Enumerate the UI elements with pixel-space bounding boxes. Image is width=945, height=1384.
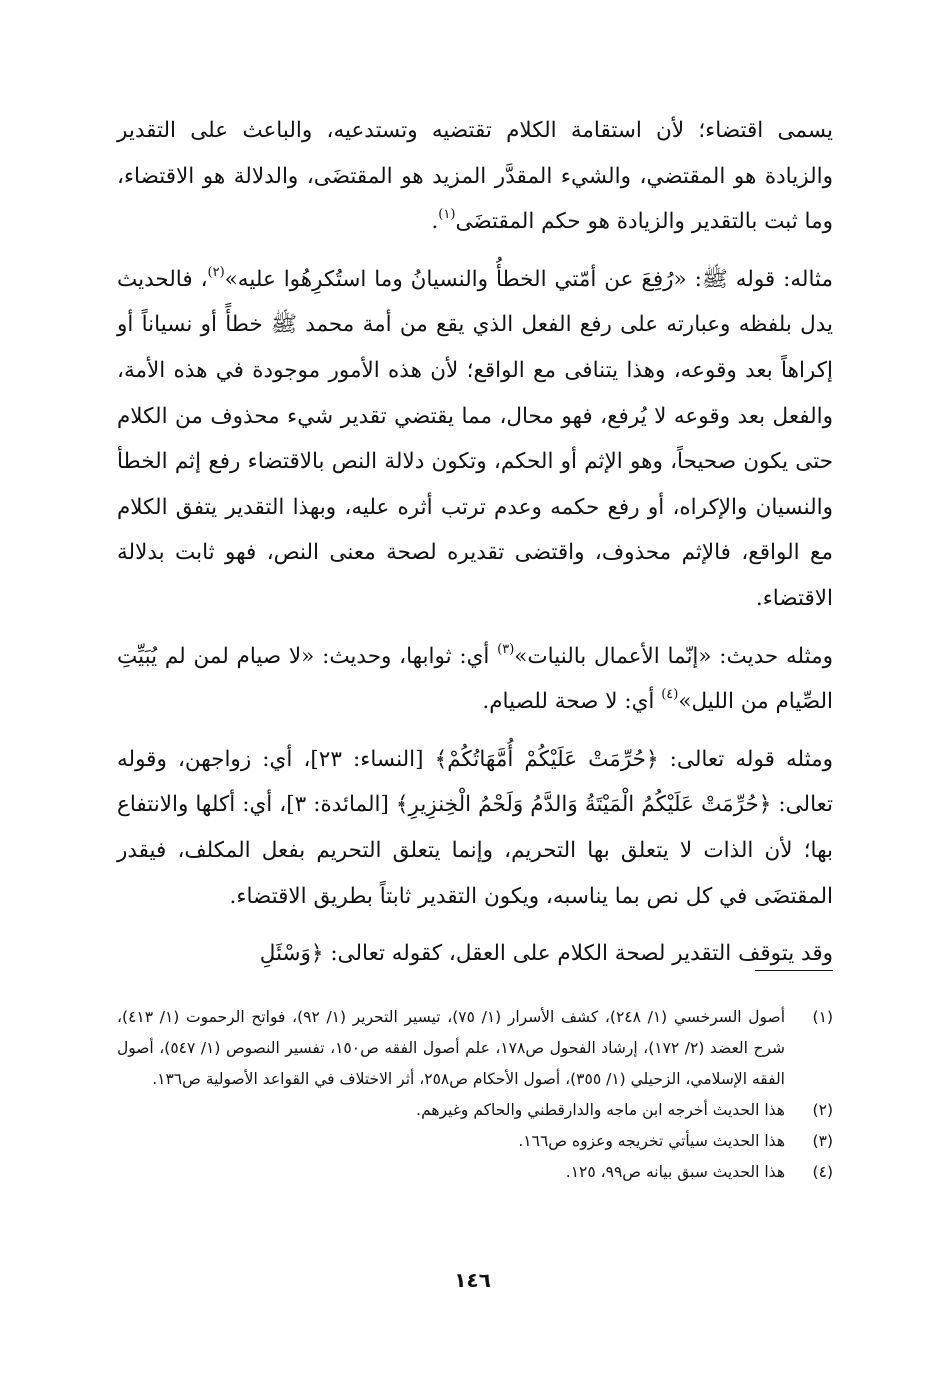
footnote-ref-1[interactable]: (١)	[438, 207, 456, 223]
footnote-ref-2[interactable]: (٢)	[207, 264, 225, 280]
paragraph-3-end: أي: لا صحة للصيام.	[482, 689, 662, 715]
footnote-text: أصول السرخسي (١/ ٢٤٨)، كشف الأسرار (١/ ٧٥)، تيسير التحرير (١/ ٩٢)، فواتح الرحموت (١/ ٤١٣)، شرح العضد (٢/ ١٧٢)، إرشاد الفحول ص١٧٨، علم أصول الفقه ص١٥٠، تفسير النصوص (١/ ٥٤٧)، أصول الفقه الإسلامي، الزحيلي (١/ ٣٥٥)، أصول الأحكام ص٢٥٨، أثر الاختلاف في القواعد الأصولية ص١٣٦.	[117, 1008, 786, 1088]
footnote-item	[117, 1126, 833, 1157]
paragraph-4: ومثله قوله تعالى: ﴿حُرِّمَتْ عَلَيْكُمْ أُمَّهَاتُكُمْ﴾ [النساء: ٢٣]، أي: زواجهن، وقوله تعالى: ﴿حُرِّمَتْ عَلَيْكُمُ الْمَيْتَةُ وَالدَّمُ وَلَحْمُ الْخِنزِيرِ﴾ [المائدة: ٣]، أي: أكلها والانتفاع بها؛ لأن الذات لا يتعلق بها التحريم، وإنما يتعلق التحريم بفعل المكلف، فيقدر المقتضَى في كل نص بما يناسبه، ويكون التقدير ثابتاً بطريق الاقتضاء.	[117, 746, 833, 909]
footnote-number: (١)	[812, 1008, 833, 1026]
footnote-text: هذا الحديث سبق بيانه ص٩٩، ١٢٥.	[565, 1163, 785, 1181]
paragraph-1	[117, 108, 833, 245]
footnote-text: هذا الحديث أخرجه ابن ماجه والدارقطني والحاكم وغيرهم.	[416, 1101, 785, 1119]
footnote-separator	[755, 970, 833, 971]
paragraph-3-text: ومثله حديث: «إنّما الأعمال بالنيات»	[514, 643, 834, 669]
paragraph-3	[117, 634, 833, 725]
footnote-item	[117, 1157, 833, 1188]
paragraph-2-rest: ، فالحديث يدل بلفظه وعبارته على رفع الفعل الذي يقع من أمة محمد ﷺ خطأً أو نسياناً أو إكراهاً بعد وقوعه، وهذا يتنافى مع الواقع؛ لأن هذه الأمور موجودة في هذه الأمة، والفعل بعد وقوعه لا يُرفع، فهو محال، مما يقتضي تقدير شيء محذوف من الكلام حتى يكون صحيحاً، وهو الإثم أو الحكم، وتكون دلالة النص بالاقتضاء رفع إثم الخطأ والنسيان والإكراه، أو رفع حكمه وعدم ترتب أثره عليه، وبهذا التقدير يتفق الكلام مع الواقع، فالإثم محذوف، واقتضى تقديره لصحة معنى النص، فهو ثابت بدلالة الاقتضاء.	[117, 266, 833, 611]
footnotes	[117, 1002, 833, 1188]
paragraph-1-end: .	[431, 209, 439, 235]
paragraph-5: وقد يتوقف التقدير لصحة الكلام على العقل، كقوله تعالى: ﴿وَسْئَلِ	[259, 941, 833, 967]
footnote-item	[117, 1095, 833, 1126]
footnote-item	[117, 1002, 833, 1095]
footnote-number: (٣)	[812, 1132, 833, 1150]
footnote-number: (٤)	[812, 1163, 833, 1181]
footnote-text: هذا الحديث سيأتي تخريجه وعزوه ص١٦٦.	[518, 1132, 785, 1150]
footnote-ref-3[interactable]: (٣)	[497, 641, 515, 657]
paragraph-2-text: مثاله: قوله ﷺ: «رُفِعَ عن أمّتي الخطأُ والنسيانُ وما استُكرِهُوا عليه»	[224, 266, 833, 292]
paragraph-2	[117, 257, 833, 622]
footnote-number: (٢)	[812, 1101, 833, 1119]
page-number: ١٤٦	[454, 1268, 491, 1292]
paragraph-1-text: يسمى اقتضاء؛ لأن استقامة الكلام تقتضيه وتستدعيه، والباعث على التقدير والزيادة هو المقتضي، والشيء المقدَّر المزيد هو المقتضَى، والدلالة هو الاقتضاء، وما ثبت بالتقدير والزيادة هو حكم المقتضَى	[117, 118, 833, 235]
paragraph-3-mid: أي: ثوابها، وحديث: «لا صيام لمن لم يُبَيِّتِ الصِّيام من الليل»	[117, 643, 833, 715]
main-text	[117, 108, 833, 989]
footnote-ref-4[interactable]: (٤)	[661, 687, 679, 703]
